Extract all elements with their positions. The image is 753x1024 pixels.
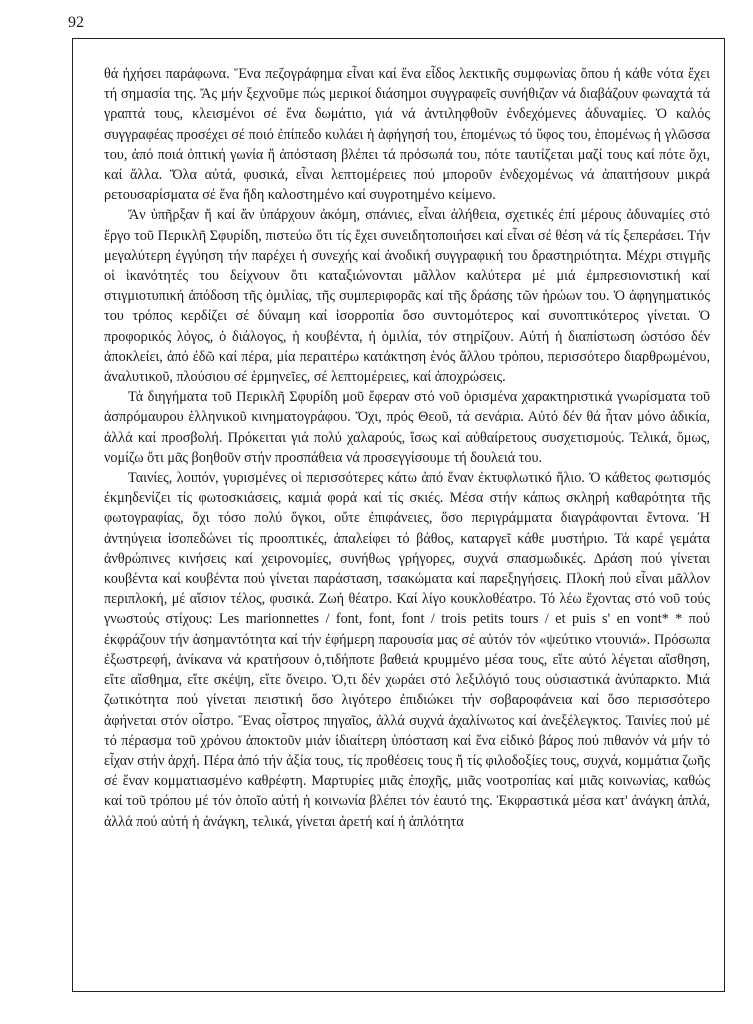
paragraph-4: Ταινίες, λοιπόν, γυρισμένες οἱ περισσότερες κάτω ἀπό ἕναν ἐκτυφλωτικό ἥλιο. Ὁ κάθετος φωτισμός ἐκμηδενίζει τίς φωτοσκιάσεις, καμιά φορά καί τίς σκιές. Μέσα στήν κάπως σκληρή καθαρότητα τῆς φωτογραφίας, ὄχι τόσο πολύ ὄγκοι, οὔτε ἐπιφάνειες, ὅσο περιγράμματα διαγράφονται ἔντονα. Ἡ ἀντηύγεια ἰσοπεδώνει τίς προοπτικές, ἀπαλείφει τό βάθος, καταργεῖ κάθε μυστήριο. Τά καρέ γεμάτα ἀνθρώπινες κινήσεις καί χειρονομίες, συνήθως γρήγορες, συχνά σπασμωδικές. Δράση πού γίνεται κουβέντα καί κουβέντα πού γίνεται παράσταση, τσακώματα καί παρεξηγήσεις. Πλοκή πού εἶναι μᾶλλον περιπλοκή, μέ αἴσιον τέλος, φυσικά. Ζωή θέατρο. Καί λίγο κουκλοθέατρο. Τό λέω ἔχοντας στό νοῦ τούς γνωστούς στίχους: Les marionnettes / font, font, font / trois petits tours / et puis s' en vont* * πού ἐκφράζουν τήν ἀσημαντότητα καί τήν ἐφήμερη παρουσία μας σέ αὐτόν τόν «ψεύτικο ντουνιά». Πρόσωπα ἐξωστρεφή, ἀνίκανα νά κρατήσουν ὁ,τιδήποτε βαθειά κρυμμένο μέσα τους, εἴτε αὐτό λέγεται αἴσθηση, εἴτε αἴσθημα, εἴτε σκέψη, εἴτε ὄνειρο. Ὁ,τι δέν χωράει στό λεξιλόγιό τους οὐσιαστικά ἀνύπαρκτο. Μιά ζωτικότητα πού γίνεται πειστική ὅσο λιγότερο ἐπιδιώκει τήν σοβαροφάνεια καί ὅσο περισσότερο ἀφήνεται στόν οἶστρο. Ἕνας οἶστρος πηγαῖος, ἀλλά συχνά ἀχαλίνωτος καί ἀνεξέλεγκτος. Ταινίες πού μέ τό πέρασμα τοῦ χρόνου ἀποκτοῦν μιάν ἰδιαίτερη ὑπόσταση καί ἕνα εἰδικό βάρος πού πιθανόν νά μήν τό εἶχαν στήν ἀρχή. Πέρα ἀπό τήν ἀξία τους, τίς προθέσεις τους ἤ τίς φιλοδοξίες τους, συχνά, κομμάτια ζωῆς σέ ἕναν κομματιασμένο καθρέφτη. Μαρτυρίες μιᾶς ἐποχῆς, μιᾶς νοοτροπίας καί μιᾶς κοινωνίας, καθώς καί τοῦ τρόπου μέ τόν ὁποῖο αὐτή ἡ κοινωνία βλέπει τόν ἑαυτό της. Ἐκφραστικά μέσα κατ' ἀνάγκη ἁπλά, ἀλλά πού αὐτή ἡ ἀνάγκη, τελικά, γίνεται ἀρετή καί ἡ ἁπλότητα <box>104 470 710 830</box>
paragraph-3: Τά διηγήματα τοῦ Περικλῆ Σφυρίδη μοῦ ἔφεραν στό νοῦ ὁρισμένα χαρακτηριστικά γνωρίσματα τοῦ ἀσπρόμαυρου ἑλληνικοῦ κινηματογράφου. Ὄχι, πρός Θεοῦ, τά σενάρια. Αὐτό δέν θά ἦταν μόνο ἀδικία, ἀλλά καί προσβολή. Πρόκειται γιά πολύ χαλαρούς, ἴσως καί αὐθαίρετους συσχετισμούς. Τελικά, ὅμως, νομίζω ὅτι μᾶς βοηθοῦν στήν προσπάθεια νά προσεγγίσουμε τή δουλειά του. <box>104 389 710 466</box>
body-text <box>104 64 710 832</box>
paragraph-2: Ἄν ὑπῆρξαν ἤ καί ἄν ὑπάρχουν ἀκόμη, σπάνιες, εἶναι ἀλήθεια, σχετικές ἐπί μέρους ἀδυναμίες στό ἔργο τοῦ Περικλῆ Σφυρίδη, πιστεύω ὅτι τίς ἔχει συνειδητοποιήσει καί εἶναι σέ θέση νά τίς ξεπεράσει. Τήν μεγαλύτερη ἐγγύηση τήν παρέχει ἡ συνεχής καί ἀνοδική συγγραφική του δραστηριότητα. Μέχρι στιγμῆς οἱ ἱκανότητές του δείχνουν ὅτι καταξιώνονται μᾶλλον καλύτερα μέ μιά ἐμπρεσιονιστική καί στιγμιοτυπική ἀπόδοση τῆς ὁμιλίας, τῆς συμπεριφορᾶς καί τῆς δράσης τῶν ἡρώων του. Ὁ ἀφηγηματικός του τρόπος κερδίζει σέ δύναμη καί ἰσορροπία ὅσο συντομότερος καί συνοπτικότερος γίνεται. Ὁ προφορικός λόγος, ὁ διάλογος, ἡ κουβέντα, ἡ ὁμιλία, τόν στηρίζουν. Αὐτή ἡ διαπίστωση ὡστόσο δέν ἀποκλείει, ἀπό ἐδῶ καί πέρα, μία περαιτέρω κατάκτηση ἑνός ἄλλου τρόπου, περισσότερο διαρθρωμένου, ἀναλυτικοῦ, πλούσιου σέ ἑρμηνεῖες, σέ λεπτομέρειες, καί ἀποχρώσεις. <box>104 207 710 386</box>
page-number: 92 <box>68 14 84 31</box>
paragraph-1: θά ἠχήσει παράφωνα. Ἕνα πεζογράφημα εἶναι καί ἕνα εἶδος λεκτικῆς συμφωνίας ὅπου ἡ κάθε νότα ἔχει τή σημασία της. Ἄς μήν ξεχνοῦμε πώς μερικοί διάσημοι συγγραφεῖς συνήθιζαν νά διαβάζουν φωναχτά τά γραπτά τους, κλεισμένοι σέ ἕνα δωμάτιο, γιά νά ἀντιληφθοῦν ἐνδεχόμενες ἀδυναμίες. Ὁ καλός συγγραφέας προσέχει σέ ποιό ἐπίπεδο κυλάει ἡ ἀφήγησή του, ἑπομένως τό ὕφος του, ἑπομένως ἡ γλῶσσα του, ἀπό ποιά ὀπτική γωνία ἤ ἀπόσταση βλέπει τά πρόσωπά του, πότε ταυτίζεται μαζί τους καί πότε ὄχι, καί ἄλλα. Ὅλα αὐτά, φυσικά, εἶναι λεπτομέρειες πού μποροῦν ἐνδεχομένως νά ἀπαιτήσουν μικρά ρετουσαρίσματα σέ ἕνα ἤδη καλοστημένο καί συγροτημένο κείμενο. <box>104 66 710 204</box>
